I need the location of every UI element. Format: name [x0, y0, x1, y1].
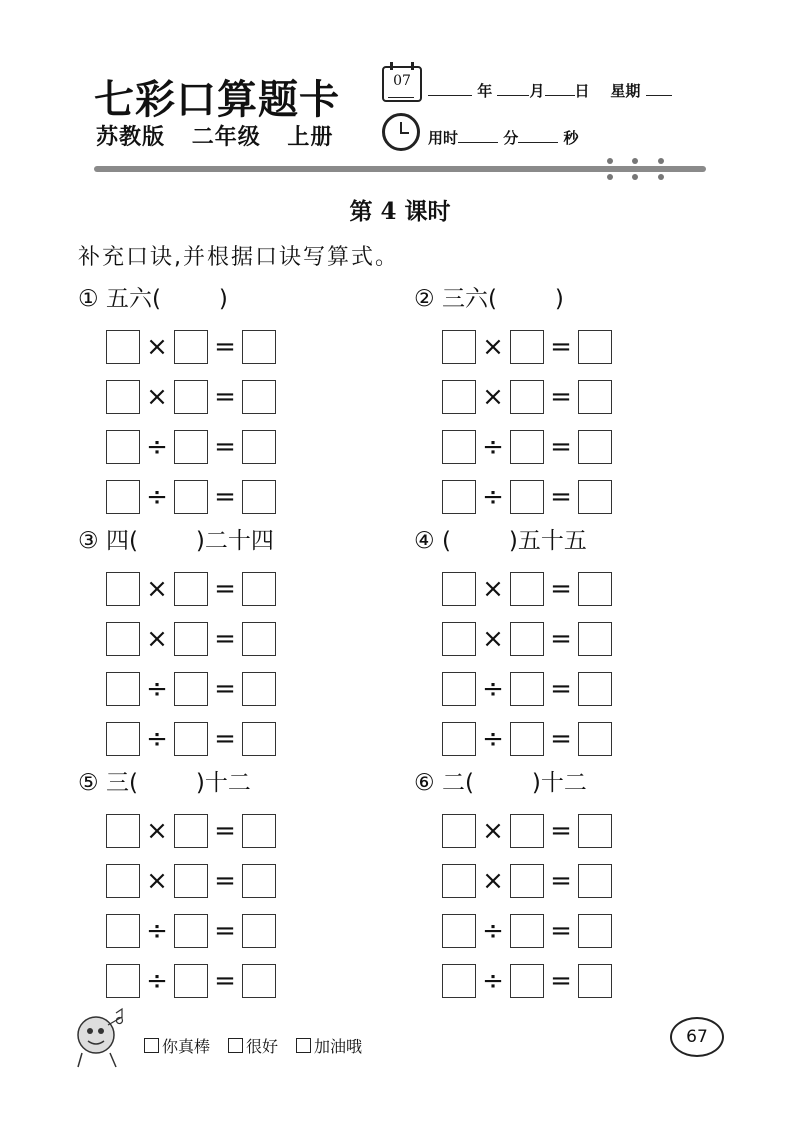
- answer-box[interactable]: [106, 480, 140, 514]
- answer-box[interactable]: [106, 864, 140, 898]
- answer-box[interactable]: [510, 914, 544, 948]
- answer-box[interactable]: [242, 622, 276, 656]
- answer-box[interactable]: [510, 330, 544, 364]
- answer-box[interactable]: [442, 622, 476, 656]
- answer-box[interactable]: [106, 722, 140, 756]
- divide-sign: ÷: [146, 966, 168, 996]
- divide-sign: ÷: [146, 916, 168, 946]
- answer-box[interactable]: [242, 672, 276, 706]
- multiply-sign: ×: [146, 624, 168, 654]
- answer-box[interactable]: [174, 622, 208, 656]
- answer-box[interactable]: [578, 380, 612, 414]
- equals-sign: =: [214, 574, 236, 604]
- rhyme-before: 二(: [441, 770, 474, 796]
- rating-label: 加油哦: [314, 1037, 363, 1056]
- divide-sign: ÷: [146, 482, 168, 512]
- answer-box[interactable]: [242, 480, 276, 514]
- answer-box[interactable]: [174, 964, 208, 998]
- equation-row: [106, 564, 398, 614]
- calendar-icon: [382, 66, 422, 102]
- equation-row: [442, 906, 734, 956]
- equation-row: [106, 806, 398, 856]
- equals-sign: =: [214, 332, 236, 362]
- equals-sign: =: [214, 724, 236, 754]
- date-fill-line: [428, 80, 672, 101]
- answer-box[interactable]: [578, 330, 612, 364]
- multiply-sign: ×: [482, 574, 504, 604]
- answer-box[interactable]: [510, 672, 544, 706]
- rhyme-before: 三六(: [441, 286, 497, 312]
- equation-row: [106, 614, 398, 664]
- answer-box[interactable]: [442, 430, 476, 464]
- equation-row: [106, 956, 398, 1006]
- equation-row: [442, 372, 734, 422]
- calendar-number: 07: [393, 73, 411, 89]
- answer-box[interactable]: [242, 330, 276, 364]
- equals-sign: =: [550, 432, 572, 462]
- answer-box[interactable]: [442, 964, 476, 998]
- problem-title: [414, 766, 734, 800]
- equals-sign: =: [550, 574, 572, 604]
- answer-box[interactable]: [578, 572, 612, 606]
- answer-box[interactable]: [442, 864, 476, 898]
- equals-sign: =: [214, 866, 236, 896]
- answer-box[interactable]: [174, 864, 208, 898]
- multiply-sign: ×: [146, 332, 168, 362]
- answer-box[interactable]: [442, 480, 476, 514]
- answer-box[interactable]: [174, 330, 208, 364]
- multiply-sign: ×: [146, 816, 168, 846]
- equals-sign: =: [550, 966, 572, 996]
- answer-box[interactable]: [106, 430, 140, 464]
- equation-row: [106, 422, 398, 472]
- rhyme-before: 四(: [105, 528, 138, 554]
- answer-box[interactable]: [510, 814, 544, 848]
- equation-row: [106, 906, 398, 956]
- answer-box[interactable]: [106, 622, 140, 656]
- problem-number: ⑤: [78, 770, 99, 796]
- answer-box[interactable]: [242, 914, 276, 948]
- problem-block: [414, 766, 734, 1006]
- equation-row: [106, 856, 398, 906]
- equation-row: [442, 564, 734, 614]
- checkbox-icon[interactable]: [144, 1038, 159, 1053]
- answer-box[interactable]: [578, 430, 612, 464]
- equation-row: [106, 714, 398, 764]
- answer-box[interactable]: [510, 430, 544, 464]
- equation-row: [106, 472, 398, 522]
- time-used-label: 用时: [428, 129, 459, 147]
- problem-block: [414, 524, 734, 764]
- equation-row: [442, 422, 734, 472]
- answer-box[interactable]: [510, 572, 544, 606]
- multiply-sign: ×: [482, 382, 504, 412]
- equation-row: [442, 664, 734, 714]
- edition-label: 苏教版: [96, 125, 166, 150]
- answer-box[interactable]: [578, 964, 612, 998]
- multiply-sign: ×: [146, 574, 168, 604]
- answer-box[interactable]: [578, 480, 612, 514]
- answer-box[interactable]: [106, 914, 140, 948]
- edition-subtitle: [96, 120, 351, 151]
- rhyme-before: 三(: [105, 770, 138, 796]
- answer-box[interactable]: [578, 914, 612, 948]
- answer-box[interactable]: [174, 380, 208, 414]
- rhyme-after: )二十四: [195, 528, 274, 554]
- equals-sign: =: [214, 624, 236, 654]
- rhyme-after: )五十五: [508, 528, 587, 554]
- answer-box[interactable]: [578, 672, 612, 706]
- problem-title: [78, 766, 398, 800]
- answer-box[interactable]: [242, 964, 276, 998]
- answer-box[interactable]: [510, 480, 544, 514]
- answer-box[interactable]: [442, 814, 476, 848]
- answer-box[interactable]: [174, 672, 208, 706]
- equals-sign: =: [550, 624, 572, 654]
- problem-block: [78, 282, 398, 522]
- answer-box[interactable]: [242, 722, 276, 756]
- equals-sign: =: [550, 916, 572, 946]
- answer-box[interactable]: [174, 814, 208, 848]
- lesson-title: 第 4 课时: [349, 198, 451, 225]
- equation-row: [442, 322, 734, 372]
- rating-label: 很好: [246, 1037, 279, 1056]
- mascot-image: [70, 1005, 132, 1069]
- divide-sign: ÷: [482, 724, 504, 754]
- answer-box[interactable]: [242, 380, 276, 414]
- multiply-sign: ×: [482, 816, 504, 846]
- volume-label: 上册: [287, 125, 334, 150]
- multiply-sign: ×: [146, 866, 168, 896]
- problem-number: ⑥: [414, 770, 435, 796]
- divide-sign: ÷: [482, 916, 504, 946]
- answer-box[interactable]: [510, 380, 544, 414]
- problem-block: [78, 524, 398, 764]
- answer-box[interactable]: [442, 672, 476, 706]
- equals-sign: =: [214, 966, 236, 996]
- checkbox-icon[interactable]: [296, 1038, 311, 1053]
- answer-box[interactable]: [510, 864, 544, 898]
- equals-sign: =: [550, 382, 572, 412]
- equation-row: [442, 956, 734, 1006]
- equation-row: [442, 856, 734, 906]
- time-fill-line: [428, 127, 579, 148]
- pin-icon: [658, 158, 664, 180]
- answer-box[interactable]: [578, 814, 612, 848]
- answer-box[interactable]: [106, 380, 140, 414]
- rhyme-after: ): [554, 286, 564, 312]
- equals-sign: =: [550, 866, 572, 896]
- clock-icon: [382, 113, 420, 151]
- equals-sign: =: [214, 482, 236, 512]
- answer-box[interactable]: [578, 864, 612, 898]
- answer-box[interactable]: [578, 722, 612, 756]
- equals-sign: =: [550, 674, 572, 704]
- answer-box[interactable]: [442, 914, 476, 948]
- instruction-text: 补充口诀,并根据口诀写算式。: [78, 245, 399, 270]
- equals-sign: =: [214, 674, 236, 704]
- answer-box[interactable]: [510, 964, 544, 998]
- equals-sign: =: [214, 816, 236, 846]
- answer-box[interactable]: [242, 430, 276, 464]
- problem-title: [78, 282, 398, 316]
- answer-box[interactable]: [442, 380, 476, 414]
- problem-block: [78, 766, 398, 1006]
- answer-box[interactable]: [106, 672, 140, 706]
- equation-row: [442, 614, 734, 664]
- equals-sign: =: [550, 332, 572, 362]
- divide-sign: ÷: [482, 482, 504, 512]
- rhyme-after: )十二: [195, 770, 251, 796]
- answer-box[interactable]: [174, 430, 208, 464]
- answer-box[interactable]: [242, 864, 276, 898]
- divide-sign: ÷: [146, 674, 168, 704]
- answer-box[interactable]: [510, 622, 544, 656]
- equals-sign: =: [550, 482, 572, 512]
- multiply-sign: ×: [482, 332, 504, 362]
- equals-sign: =: [214, 916, 236, 946]
- rhyme-before: (: [441, 528, 451, 554]
- equation-row: [106, 372, 398, 422]
- problem-number: ④: [414, 528, 435, 554]
- answer-box[interactable]: [106, 330, 140, 364]
- answer-box[interactable]: [106, 814, 140, 848]
- rhyme-before: 五六(: [105, 286, 161, 312]
- divide-sign: ÷: [482, 432, 504, 462]
- problem-number: ①: [78, 286, 99, 312]
- divide-sign: ÷: [146, 724, 168, 754]
- equals-sign: =: [550, 724, 572, 754]
- multiply-sign: ×: [482, 866, 504, 896]
- equation-row: [106, 322, 398, 372]
- equation-row: [106, 664, 398, 714]
- rating-label: 你真棒: [162, 1037, 211, 1056]
- equation-row: [442, 472, 734, 522]
- grade-label: 二年级: [191, 125, 261, 150]
- page-number: 67: [670, 1017, 724, 1057]
- month-label: 月: [529, 82, 545, 100]
- minute-label: 分: [503, 129, 519, 147]
- brand-title: 七彩口算题卡: [94, 76, 340, 123]
- problem-number: ③: [78, 528, 99, 554]
- answer-box[interactable]: [510, 722, 544, 756]
- problem-number: ②: [414, 286, 435, 312]
- rhyme-after: ): [218, 286, 228, 312]
- header-divider: [94, 166, 706, 172]
- answer-box[interactable]: [242, 814, 276, 848]
- divide-sign: ÷: [482, 966, 504, 996]
- checkbox-icon[interactable]: [228, 1038, 243, 1053]
- pin-icon: [607, 158, 613, 180]
- answer-box[interactable]: [174, 914, 208, 948]
- divide-sign: ÷: [482, 674, 504, 704]
- day-label: 日: [574, 82, 590, 100]
- problem-title: [414, 282, 734, 316]
- equation-row: [442, 714, 734, 764]
- problem-title: [78, 524, 398, 558]
- divide-sign: ÷: [146, 432, 168, 462]
- equals-sign: =: [214, 432, 236, 462]
- answer-box[interactable]: [106, 572, 140, 606]
- rhyme-after: )十二: [531, 770, 587, 796]
- equals-sign: =: [214, 382, 236, 412]
- answer-box[interactable]: [442, 330, 476, 364]
- answer-box[interactable]: [442, 722, 476, 756]
- equals-sign: =: [550, 816, 572, 846]
- answer-box[interactable]: [174, 480, 208, 514]
- self-rating: [144, 1034, 362, 1057]
- multiply-sign: ×: [146, 382, 168, 412]
- year-label: 年: [477, 82, 493, 100]
- weekday-label: 星期: [610, 82, 641, 100]
- answer-box[interactable]: [578, 622, 612, 656]
- problem-block: [414, 282, 734, 522]
- multiply-sign: ×: [482, 624, 504, 654]
- answer-box[interactable]: [174, 572, 208, 606]
- pin-icon: [632, 158, 638, 180]
- problem-title: [414, 524, 734, 558]
- answer-box[interactable]: [442, 572, 476, 606]
- answer-box[interactable]: [106, 964, 140, 998]
- second-label: 秒: [563, 129, 579, 147]
- answer-box[interactable]: [242, 572, 276, 606]
- equation-row: [442, 806, 734, 856]
- answer-box[interactable]: [174, 722, 208, 756]
